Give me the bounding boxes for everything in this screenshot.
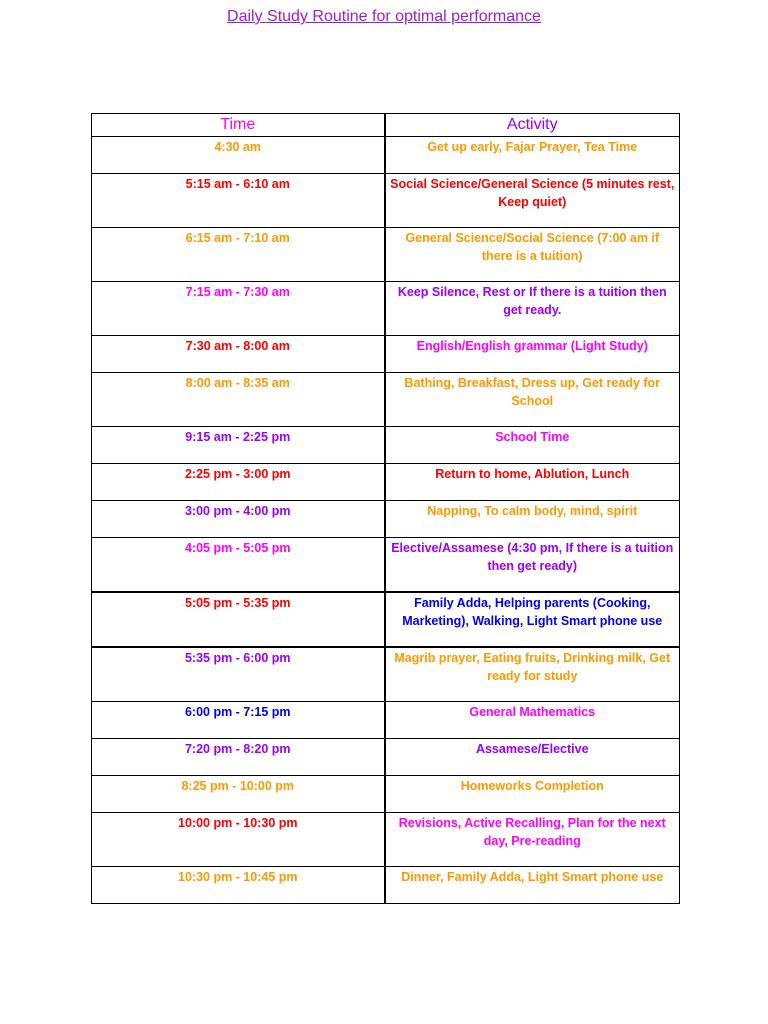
time-cell: 2:25 pm - 3:00 pm [92,464,385,501]
activity-cell: Revisions, Active Recalling, Plan for the next day, Pre-reading [385,813,680,867]
time-cell: 7:15 am - 7:30 am [92,282,385,336]
table-row [92,813,680,867]
header-time: Time [92,114,385,137]
table-row [92,776,680,813]
activity-cell: Bathing, Breakfast, Dress up, Get ready for School [385,373,680,427]
activity-cell: General Science/Social Science (7:00 am if there is a tuition) [385,228,680,282]
activity-cell: School Time [385,427,680,464]
activity-cell: English/English grammar (Light Study) [385,336,680,373]
time-cell: 7:20 pm - 8:20 pm [92,739,385,776]
time-cell: 5:05 pm - 5:35 pm [92,592,385,647]
table-row [92,739,680,776]
table-row [92,702,680,739]
table-row [92,174,680,228]
time-cell: 4:05 pm - 5:05 pm [92,538,385,593]
table-row [92,282,680,336]
time-cell: 8:25 pm - 10:00 pm [92,776,385,813]
time-cell: 9:15 am - 2:25 pm [92,427,385,464]
table-row [92,501,680,538]
time-cell: 5:35 pm - 6:00 pm [92,647,385,702]
page-title: Daily Study Routine for optimal performance [227,8,541,25]
activity-cell: General Mathematics [385,702,680,739]
activity-cell: Napping, To calm body, mind, spirit [385,501,680,538]
time-cell: 10:00 pm - 10:30 pm [92,813,385,867]
table-row [92,427,680,464]
time-cell: 4:30 am [92,137,385,174]
time-cell: 6:15 am - 7:10 am [92,228,385,282]
activity-cell: Dinner, Family Adda, Light Smart phone use [385,867,680,904]
time-cell: 10:30 pm - 10:45 pm [92,867,385,904]
activity-cell: Get up early, Fajar Prayer, Tea Time [385,137,680,174]
time-cell: 3:00 pm - 4:00 pm [92,501,385,538]
activity-cell: Magrib prayer, Eating fruits, Drinking milk, Get ready for study [385,647,680,702]
table-row [92,867,680,904]
activity-cell: Elective/Assamese (4:30 pm, If there is a tuition then get ready) [385,538,680,593]
time-cell: 6:00 pm - 7:15 pm [92,702,385,739]
activity-cell: Keep Silence, Rest or If there is a tuition then get ready. [385,282,680,336]
activity-cell: Assamese/Elective [385,739,680,776]
activity-cell: Family Adda, Helping parents (Cooking, Marketing), Walking, Light Smart phone use [385,592,680,647]
activity-cell: Homeworks Completion [385,776,680,813]
table-row [92,228,680,282]
time-cell: 8:00 am - 8:35 am [92,373,385,427]
table-row [92,464,680,501]
table-row [92,137,680,174]
header-activity: Activity [385,114,680,137]
table-row [92,592,680,647]
table-row [92,538,680,593]
header-row [92,114,680,137]
routine-table [91,113,680,904]
table-row [92,373,680,427]
table-row [92,647,680,702]
table-row [92,336,680,373]
time-cell: 5:15 am - 6:10 am [92,174,385,228]
activity-cell: Social Science/General Science (5 minutes rest, Keep quiet) [385,174,680,228]
activity-cell: Return to home, Ablution, Lunch [385,464,680,501]
time-cell: 7:30 am - 8:00 am [92,336,385,373]
